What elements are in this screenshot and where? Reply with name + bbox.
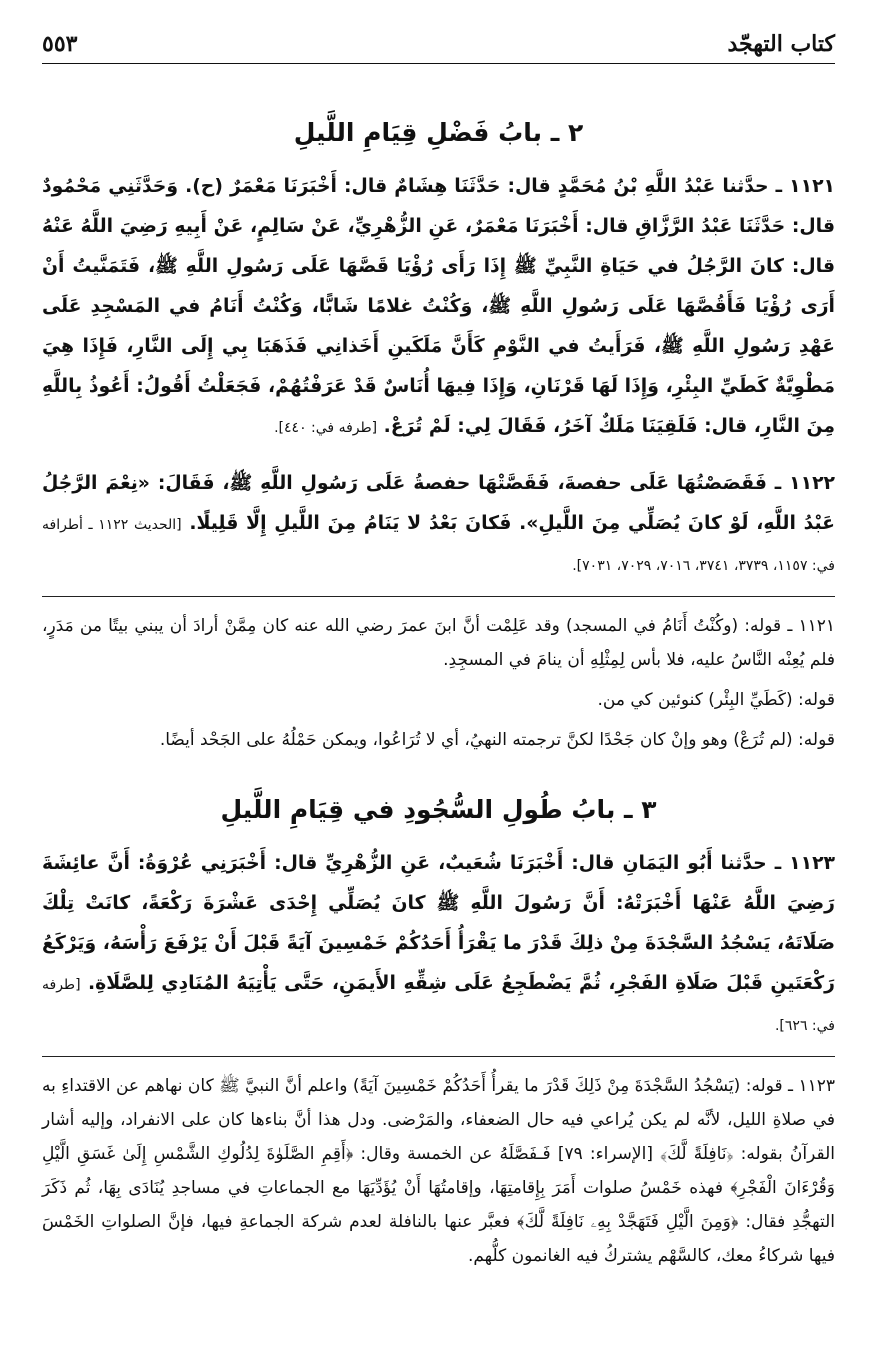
running-header [42,14,835,64]
page-number: ٥٥٣ [42,31,78,57]
commentary-divider-2 [42,1056,835,1057]
hadith-1122-ref: [الحديث ١١٢٢ ـ أطرافه في: ١١٥٧، ٣٧٣٩، ٣٧٤١، ٧٠١٦، ٧٠٢٩، ٧٠٣١]. [42,517,835,574]
chapter-2-title: ٢ ـ بابُ فَضْلِ قِيَامِ اللَّيلِ [293,118,584,147]
commentary-1121-a: ١١٢١ ـ قوله: (وكُنْتُ أَنَامُ في المسجد) وقد عَلِمْت أنَّ ابنَ عمرَ رضي الله عنه كان مِمَّنْ أرادَ أن يبني بيتًا من مَدَرٍ، فلم يُعِنْه النَّاسُ عليه، فلا بأس لِمِثْلِهِ أن ينامَ في المسجِدِ. [42,616,835,670]
hadith-1121 [42,167,835,448]
commentary-divider-1 [42,596,835,597]
hadith-1123 [42,844,835,1046]
commentary-1123: ١١٢٣ ـ قوله: (يَسْجُدُ السَّجْدَةَ مِنْ ذَلِكَ قَدْرَ ما يقرأُ أَحَدُكُمْ خَمْسِينَ آيَةً) واعلم أنَّ النبيَّ ﷺ كان نهاهم عن الاقتداءِ به في صلاةِ الليل، لأنَّه لم يكن يُراعي فيه حال الضعفاء، والمَرْضى. ودل هذا أنَّ بناءها كان على الانفراد، وإليه أشار القرآنُ بقوله: ﴿نَافِلَةً لَّكَ﴾ [الإسراء: ٧٩] فَـفَصَّلَهُ عن الخمسة وقال: ﴿أَقِمِ الصَّلَوٰةَ لِدُلُوكِ الشَّمْسِ إِلَىٰ غَسَقِ الَّيْلِ وَقُرْءَانَ الْفَجْرِ﴾ فهذه خَمْسُ صلوات أَمَرَ بِإِقامتِهَا، وإقامتُهَا أَنْ يُؤَدِّيَهَا مع الجماعاتِ في مساجدِ يُنَادَى بِهَا، ثُم ذَكَرَ التهجُّدِ فقال: ﴿وَمِنَ الَّيْلِ فَتَهَجَّدْ بِهِۦ نَافِلَةً لَّكَ﴾ فعبَّر عنها بالنافلة لعدم شركة الجماعةِ فيها، فإنَّ الصلواتِ الخَمْسَ فيها شركاءُ معك، كالسَّهْم يشتركُ فيه الغانمون كلُّهم. [42,1076,835,1266]
commentary-1121-c: قوله: (لم تُرَعْ) وهو وإنْ كان جَحْدًا لكنَّ ترجمته النهيُ، أي لا تُرَاعُوا، ويمكن حَمْلُهُ على الجَحْد أيضًا. [159,730,835,750]
hadith-1123-ref: [طرفه في: ٦٢٦]. [42,977,835,1034]
hadith-1121-ref: [طرفه في: ٤٤٠]. [274,420,378,436]
hadith-1122-text: ١١٢٢ ـ فَقَصَصْتُهَا عَلَى حفصةَ، فَقَصَّتْهَا حفصةُ عَلَى رَسُولِ اللَّهِ ﷺ، فَقَالَ: «نِعْمَ الرَّجُلُ عَبْدُ اللَّهِ، لَوْ كانَ يُصَلِّي مِنَ اللَّيلِ». فَكانَ بَعْدُ لا يَنَامُ مِنَ اللَّيلِ إِلَّا قَلِيلًا. [42,473,835,534]
page-content [42,80,835,1279]
chapter-3-title: ٣ ـ بابُ طُولِ السُّجُودِ في قِيَامِ اللَّيلِ [220,795,657,824]
hadith-1123-text: ١١٢٣ ـ حدَّثنا أَبُو اليَمَانِ قال: أَخْبَرَنَا شُعَيبٌ، عَنِ الزُّهْرِيِّ قال: أَخْبَرَنِي عُرْوَةُ: أَنَّ عائِشَةَ رَضِيَ اللَّهُ عَنْهَا أَخْبَرَتْهُ: أَنَّ رَسُولَ اللَّهِ ﷺ كانَ يُصَلِّي إِحْدَى عَشْرَةَ رَكْعَةً، كانَتْ تِلْكَ صَلَاتَهُ، يَسْجُدُ السَّجْدَةَ مِنْ ذلِكَ قَدْرَ ما يَقْرَأُ أَحَدُكُمْ خَمْسِينَ آيَةً قَبْلَ أَنْ يَرْفَعَ رَأْسَهُ، وَيَرْكَعُ رَكْعَتَينِ قَبْلَ صَلَاةِ الفَجْرِ، ثُمَّ يَضْطَجِعُ عَلَى شِقِّهِ الأَيمَنِ، حَتَّى يَأْتِيَهُ المُنَادِي لِلصَّلَاةِ. [42,853,835,994]
hadith-1121-text: ١١٢١ ـ حدَّثنا عَبْدُ اللَّهِ بْنُ مُحَمَّدٍ قال: حَدَّثَنَا هِشَامٌ قال: أَخْبَرَنَا مَعْمَرٌ (ح). وَحَدَّثَنِي مَحْمُودٌ قال: حَدَّثَنَا عَبْدُ الرَّزَّاقِ قال: أَخْبَرَنَا مَعْمَرٌ، عَنِ الزُّهْرِيِّ، عَنْ سَالِمٍ، عَنْ أَبِيهِ رَضِيَ اللَّهُ عَنْهُ قال: كانَ الرَّجُلُ في حَيَاةِ النَّبِيِّ ﷺ إِذَا رَأَى رُؤْيَا قَصَّهَا عَلَى رَسُولِ اللَّهِ ﷺ، فَتَمَنَّيتُ أَنْ أَرَى رُؤْيَا فَأَقُصَّهَا عَلَى رَسُولِ اللَّهِ ﷺ، وَكُنْتُ غلامًا شَابًّا، وَكُنْتُ أَنَامُ في المَسْجِدِ عَلَى عَهْدِ رَسُولِ اللَّهِ ﷺ، فَرَأَيتُ في النَّوْمِ كَأَنَّ مَلَكَينِ أَخَذانِي فَذَهَبَا بِي إِلَى النَّارِ، فَإِذَا هِيَ مَطْوِيَّةٌ كَطَيِّ البِئْرِ، وَإِذَا لَهَا قَرْنَانِ، وَإِذَا فِيهَا أُنَاسٌ قَدْ عَرَفْتُهُمْ، فَجَعَلْتُ أَقُولُ: أَعُوذُ بِاللَّهِ مِنَ النَّارِ، قال: فَلَقِيَنَا مَلَكٌ آخَرُ، فَقَالَ لِي: لَمْ تُرَعْ. [42,176,835,437]
book-title: كتاب التهجّد [727,31,835,57]
hadith-1122 [42,464,835,586]
commentary-1121-b: قوله: (كَطَيِّ البِئْر) كنوئين كي من. [597,690,835,710]
